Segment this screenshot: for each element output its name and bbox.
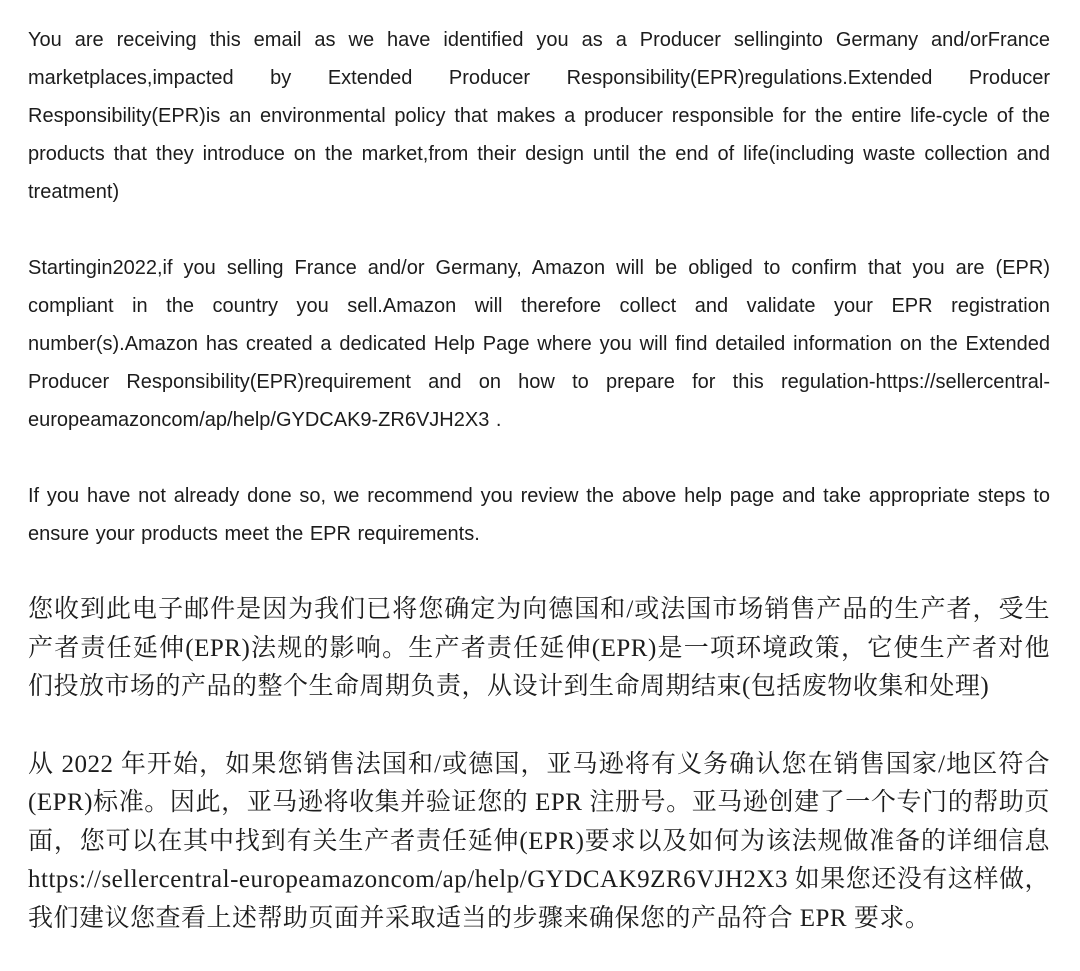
paragraph-en-recommendation: If you have not already done so, we recommend you review the above help page and take appropriate steps to ensure your products meet the EPR requirements. xyxy=(28,485,1050,545)
paragraph-zh-epr-intro: 您收到此电子邮件是因为我们已将您确定为向德国和/或法国市场销售产品的生产者，受生产者责任延伸(EPR)法规的影响。生产者责任延伸(EPR)是一项环境政策，它使生产者对他们投放市场的产品的整个生命周期负责，从设计到生命周期结束(包括废物收集和处理) xyxy=(28,596,1050,700)
paragraph-en-epr-intro: You are receiving this email as we have identified you as a Producer sellinginto Germany and/orFrance marketplaces,impacted by Extended Producer Responsibility(EPR)regulations.Extended Producer Responsibility(EPR)is an environmental policy that makes a producer responsible for the entire life-cycle of the products that they introduce on the market,from their design until the end of life(including waste collection and treatment) xyxy=(28,29,1050,203)
paragraph-en-2022-requirement: Startingin2022,if you selling France and/or Germany, Amazon will be obliged to confirm that you are (EPR) compliant in the country you sell.Amazon will therefore collect and validate your EPR registration number(s).Amazon has created a dedicated Help Page where you will find detailed information on the Extended Producer Responsibility(EPR)requirement and on how to prepare for this regulation-https://sellercentral-europeamazoncom/ap/help/GYDCAK9-ZR6VJH2X3 . xyxy=(28,257,1050,431)
paragraph-zh-2022-requirement: 从 2022 年开始，如果您销售法国和/或德国，亚马逊将有义务确认您在销售国家/地区符合(EPR)标准。因此，亚马逊将收集并验证您的 EPR 注册号。亚马逊创建了一个专门的帮助页面，您可以在其中找到有关生产者责任延伸(EPR)要求以及如何为该法规做准备的详细信息 https://sellercentral-europeamazoncom/ap/help/GYDCAK9ZR6VJH2X3 如果您还没有这样做，我们建议您查看上述帮助页面并采取适当的步骤来确保您的产品符合 EPR 要求。 xyxy=(28,750,1050,932)
